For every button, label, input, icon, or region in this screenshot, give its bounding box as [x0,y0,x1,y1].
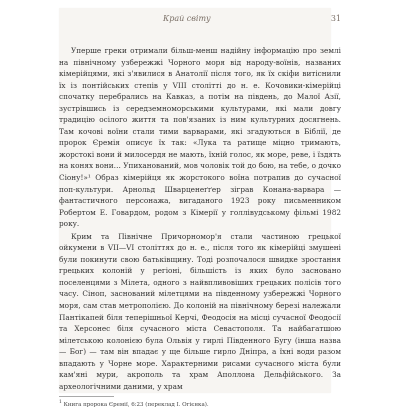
footnote-divider [59,396,114,397]
body-text [59,45,341,392]
footnote-text: Книга пророка Єремії, 6:23 (переклад І. Огієнка). [63,401,209,408]
paragraph-2: Крим та Північне Причорномор'я стали частиною грецької ойкумени в VII—VI століттях до н. е., після того як кімерійці змушені були покинути свою батьківщину. Тоді розпочалося швидке зростання грецьких колоній у регіоні, більшість із яких було засновано поселенцями з Мілета, одного з найвпливовіших грецьких полісів того часу. Сіноп, заснований мілетцями на південному узбережжі Чорного моря, сам став метрополією. До колоній на північному березі належали Пантікапей біля теперішньої Керчі, Феодосія на місці сучасної Феодосії та Херсонес біля сучасного міста Севастополя. Та найбагатшою мілетською колонією була Ольвія у гирлі Південного Бугу (інша назва — Бог) — там він впадає у ще більше гирло Дніпра, а їхні води разом впадають у Чорне море. Характерними рисами сучасного міста були кам'яні мури, акрополь та храм Аполлона Дельфійського. За археологічними даними, у храм [59,231,341,391]
footnote-marker: 1 [59,400,62,405]
running-head [59,14,341,26]
footnote [59,399,341,409]
page-number: 31 [330,14,341,23]
running-title: Край світу [163,14,211,23]
paragraph-1: Уперше греки отримали більш-менш надійну інформацію про землі на північному узбережжі Чорного моря від народу-воїнів, названих кімерійцями, які з'явилися в Анатолії після того, як їх скіфи витіснили їх із понтійських степів у VIII столітті до н. е. Кочовики-кімерійці спочатку перебрались на Кавказ, а потім на південь, до Малої Азії, зустрівшись із середземноморськими культурами, які мали довгу традицію осілого життя та пов'язаних із ним культурних досягнень. Там кочові воїни стали тими варварами, які згадуються в Біблії, де пророк Єремія описує їх так: «Лука та ратище міцно тримають, жорстокі вони й милосердя не мають, їхній голос, як море, реве, і їздять на конях вони… Упиханований, мов чоловік той до бою, на тебе, о дочко Сіону!»¹ Образ кімерійця як жорстокого воїна потрапив до сучасної поп-культури. Арнольд Шварценеґґер зіграв Конана-варвара — фантастичного персонажа, вигаданого 1923 року письменником Робертом Е. Говардом, родом з Кімерії у голлівудському фільмі 1982 року. [59,46,341,229]
